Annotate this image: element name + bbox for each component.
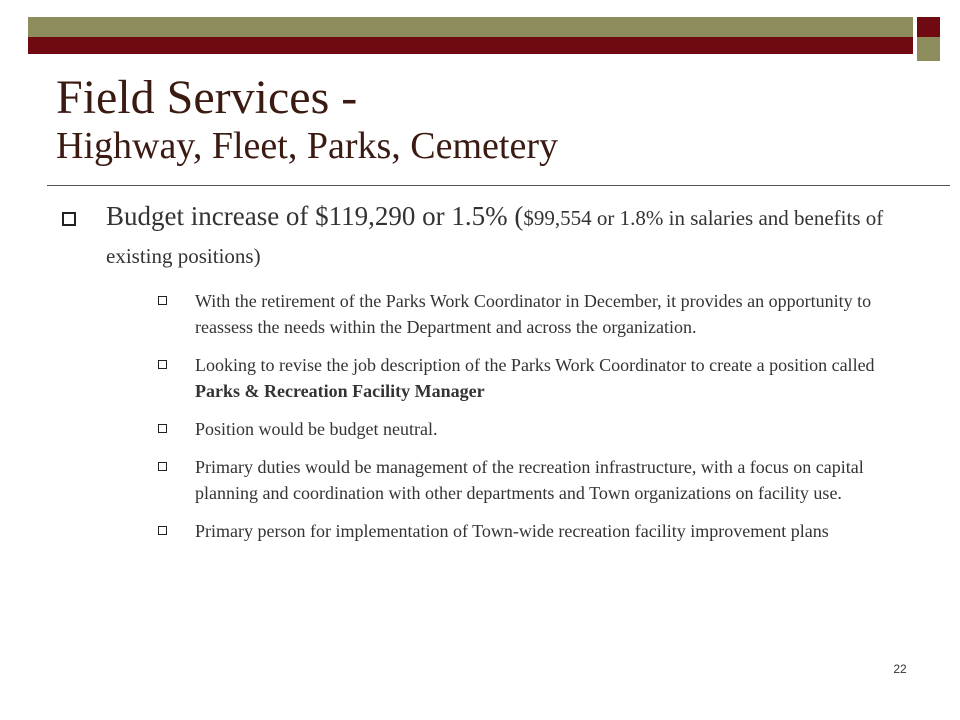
sub-bullet-item xyxy=(158,288,922,340)
square-bullet-icon xyxy=(62,212,76,226)
title-line-2: Highway, Fleet, Parks, Cemetery xyxy=(56,125,558,167)
square-bullet-icon xyxy=(158,360,167,369)
position-title: Parks & Recreation Facility Manager xyxy=(195,381,485,401)
square-bullet-icon xyxy=(158,462,167,471)
page-number: 22 xyxy=(893,662,907,676)
square-bullet-icon xyxy=(158,296,167,305)
sub-bullet-text xyxy=(195,352,905,404)
corner-block-olive xyxy=(917,37,940,61)
title-divider xyxy=(47,185,950,186)
sub-bullet-item xyxy=(158,416,922,442)
sub-bullet-item xyxy=(158,454,922,506)
sub-bullet-item xyxy=(158,518,922,544)
sub-bullet-text-plain: Looking to revise the job description of the Parks Work Coordinator to create a position called xyxy=(195,355,875,375)
square-bullet-icon xyxy=(158,424,167,433)
corner-block-maroon xyxy=(917,17,940,37)
sub-bullet-item xyxy=(158,352,922,404)
main-bullet-text xyxy=(106,198,922,274)
sub-bullet-text: With the retirement of the Parks Work Coordinator in December, it provides an opportunity to reassess the needs within the Department and across the organization. xyxy=(195,291,872,337)
title-line-1: Field Services - xyxy=(56,71,358,124)
sub-bullet-text: Primary duties would be management of the recreation infrastructure, with a focus on capital planning and coordination with other departments and Town organizations on facility use. xyxy=(195,457,864,503)
sub-bullet-text: Position would be budget neutral. xyxy=(195,419,438,439)
slide-content xyxy=(62,198,922,556)
header-bar-olive xyxy=(28,17,913,37)
square-bullet-icon xyxy=(158,526,167,535)
sub-bullet-text: Primary person for implementation of Town-wide recreation facility improvement plans xyxy=(195,521,829,541)
main-bullet-part2: $99,554 or 1.8% in salaries and benefits of existing positions) xyxy=(106,206,884,268)
header-bar-maroon xyxy=(28,37,913,54)
slide-title xyxy=(56,72,936,168)
main-bullet xyxy=(62,198,922,274)
main-bullet-part1: Budget increase of $119,290 or 1.5% ( xyxy=(106,201,524,231)
sub-bullet-list xyxy=(158,288,922,544)
